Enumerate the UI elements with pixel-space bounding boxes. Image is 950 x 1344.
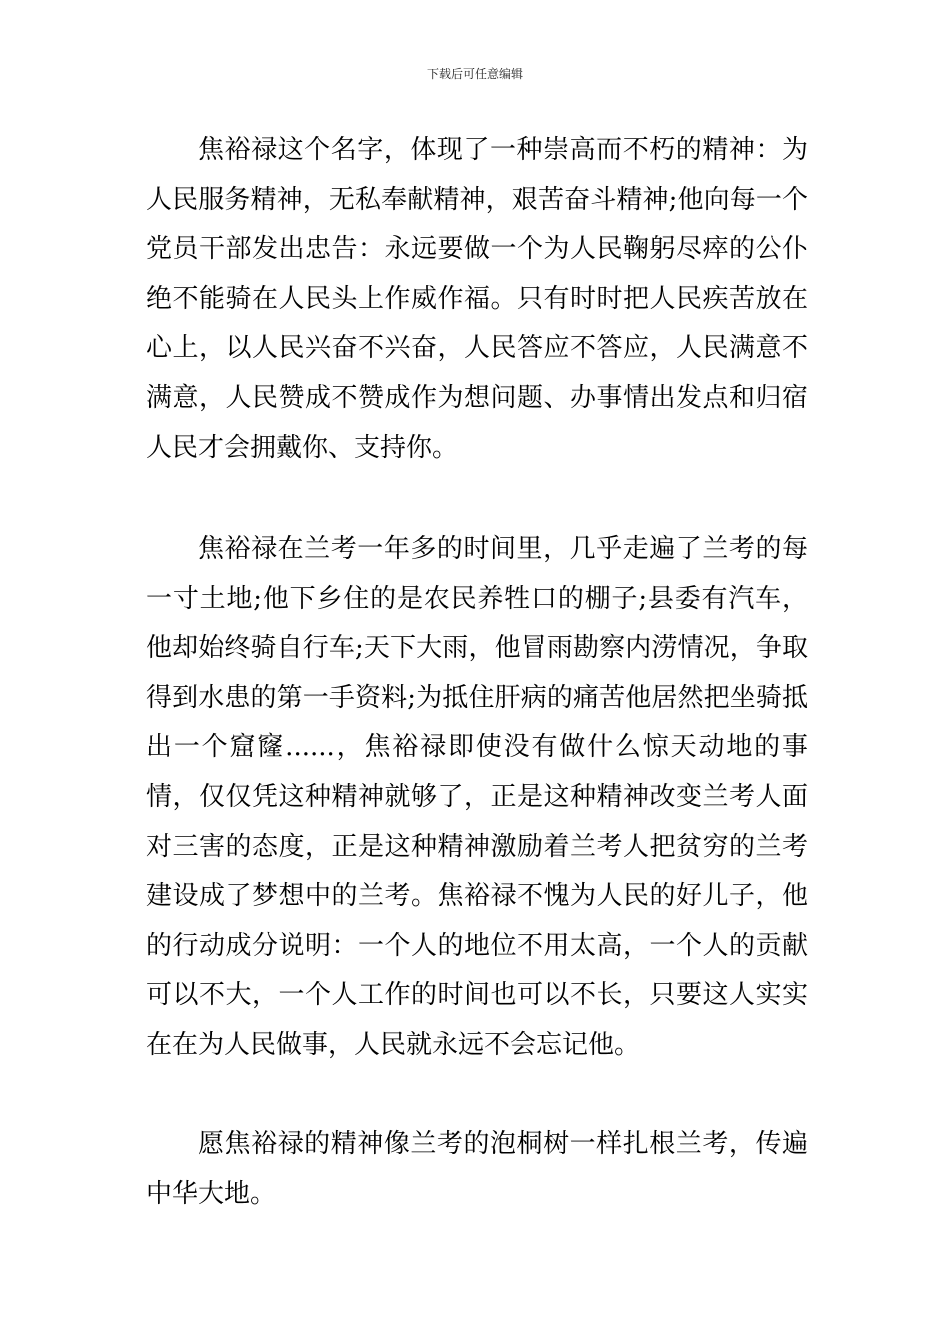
page-header: 下载后可任意编辑: [426, 67, 523, 81]
paragraph-1: 焦裕禄这个名字，体现了一种崇高而不朽的精神：为人民服务精神，无私奉献精神，艰苦奋斗精神;他向每一个党员干部发出忠告：永远要做一个为人民鞠躬尽瘁的公仆绝不能骑在人民头上作威作福。只有时时把人民疾苦放在心上，以人民兴奋不兴奋，人民答应不答应，人民满意不满意，人民赞成不赞成作为想问题、办事情出发点和归宿人民才会拥戴你、支持你。: [146, 135, 808, 463]
paragraph-2: 焦裕禄在兰考一年多的时间里，几乎走遍了兰考的每一寸土地;他下乡住的是农民养牲口的棚子;县委有汽车，他却始终骑自行车;天下大雨，他冒雨勘察内涝情况，争取得到水患的第一手资料;为抵住肝病的痛苦他居然把坐骑抵出一个窟窿......，焦裕禄即使没有做什么惊天动地的事情，仅仅凭这种精神就够了，正是这种精神改变兰考人面对三害的态度，正是这种精神激励着兰考人把贫穷的兰考建设成了梦想中的兰考。焦裕禄不愧为人民的好儿子，他的行动成分说明：一个人的地位不用太高，一个人的贡献可以不大，一个人工作的时间也可以不长，只要这人实实在在为人民做事，人民就永远不会忘记他。: [146, 534, 808, 1060]
paragraph-3: 愿焦裕禄的精神像兰考的泡桐树一样扎根兰考，传遍中华大地。: [146, 1129, 808, 1209]
